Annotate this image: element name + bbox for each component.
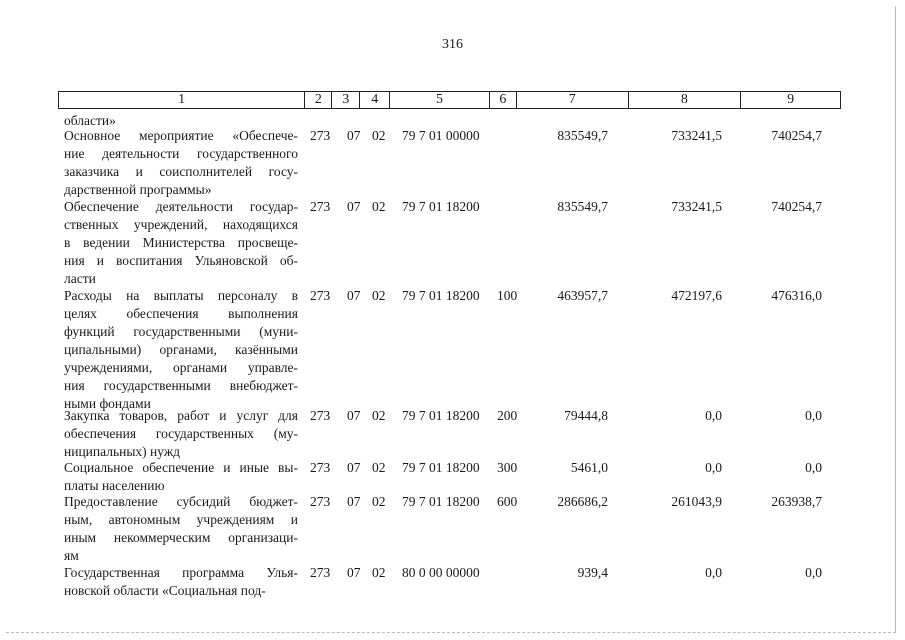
amount-col-9: 263938,7	[771, 494, 822, 509]
page-number: 316	[442, 37, 463, 52]
description-line: Государственная программа Улья-	[64, 565, 298, 580]
description-line: ния государственными внебюджет-	[64, 378, 298, 393]
amount-col-9: 0,0	[805, 565, 822, 580]
description-line: целях обеспечения выполнения	[64, 306, 298, 321]
admin-code: 273	[310, 565, 331, 580]
admin-code: 273	[310, 199, 331, 214]
description-line: Закупка товаров, работ и услуг для	[64, 408, 298, 423]
expense-type-code: 200	[497, 408, 518, 423]
row-description	[64, 287, 298, 413]
subsection-code: 02	[372, 494, 386, 509]
section-code: 07	[347, 128, 361, 143]
amount-col-9: 0,0	[805, 460, 822, 475]
target-article-code: 79 7 01 18200	[402, 460, 480, 475]
description-line: ным, автономным учреждениям и	[64, 512, 298, 527]
amount-col-7: 835549,7	[557, 128, 608, 143]
description-line: ние деятельности государственного	[64, 146, 298, 161]
target-article-code: 79 7 01 18200	[402, 408, 480, 423]
subsection-code: 02	[372, 128, 386, 143]
target-article-code: 80 0 00 00000	[402, 565, 480, 580]
header-col-4: 4	[360, 92, 390, 108]
description-line: заказчика и соисполнителей госу-	[64, 164, 298, 179]
description-line: иным некоммерческим организаци-	[64, 530, 298, 545]
amount-col-8: 0,0	[705, 460, 722, 475]
amount-col-8: 472197,6	[671, 288, 722, 303]
section-code: 07	[347, 288, 361, 303]
amount-col-8: 733241,5	[671, 199, 722, 214]
header-col-1: 1	[59, 92, 305, 108]
header-col-2: 2	[305, 92, 332, 108]
description-line: в ведении Министерства просвеще-	[64, 235, 298, 250]
header-col-8: 8	[629, 92, 742, 108]
description-line: функций государственными (муни-	[64, 324, 298, 339]
admin-code: 273	[310, 494, 331, 509]
description-line: учреждениями, органами управле-	[64, 360, 298, 375]
amount-col-7: 463957,7	[557, 288, 608, 303]
section-code: 07	[347, 494, 361, 509]
amount-col-9: 740254,7	[771, 128, 822, 143]
row-description	[64, 127, 298, 199]
target-article-code: 79 7 01 00000	[402, 128, 480, 143]
description-line: ципальными) органами, казёнными	[64, 342, 298, 357]
description-line: Основное мероприятие «Обеспече-	[64, 128, 298, 143]
target-article-code: 79 7 01 18200	[402, 199, 480, 214]
admin-code: 273	[310, 128, 331, 143]
amount-col-9: 740254,7	[771, 199, 822, 214]
description-line: платы населению	[64, 478, 165, 493]
description-line: ям	[64, 548, 79, 563]
section-code: 07	[347, 460, 361, 475]
table-header	[58, 91, 841, 109]
header-col-7: 7	[517, 92, 629, 108]
amount-col-8: 0,0	[705, 565, 722, 580]
expense-type-code: 300	[497, 460, 518, 475]
amount-col-8: 733241,5	[671, 128, 722, 143]
target-article-code: 79 7 01 18200	[402, 494, 480, 509]
description-line: ственных учреждений, находящихся	[64, 217, 298, 232]
amount-col-8: 0,0	[705, 408, 722, 423]
row-description	[64, 407, 298, 461]
section-code: 07	[347, 199, 361, 214]
target-article-code: 79 7 01 18200	[402, 288, 480, 303]
amount-col-9: 476316,0	[771, 288, 822, 303]
amount-col-8: 261043,9	[671, 494, 722, 509]
section-code: 07	[347, 565, 361, 580]
subsection-code: 02	[372, 408, 386, 423]
description-line: ния и воспитания Ульяновской об-	[64, 253, 298, 268]
description-line: дарственной программы»	[64, 182, 212, 197]
subsection-code: 02	[372, 460, 386, 475]
description-line: Расходы на выплаты персоналу в	[64, 288, 298, 303]
description-line: обеспечения государственных (му-	[64, 426, 298, 441]
section-code: 07	[347, 408, 361, 423]
description-line: новской области «Социальная под-	[64, 583, 266, 598]
subsection-code: 02	[372, 288, 386, 303]
amount-col-7: 5461,0	[570, 460, 608, 475]
amount-col-9: 0,0	[805, 408, 822, 423]
admin-code: 273	[310, 460, 331, 475]
admin-code: 273	[310, 288, 331, 303]
row-description	[64, 564, 298, 600]
amount-col-7: 79444,8	[564, 408, 608, 423]
description-line: ласти	[64, 271, 96, 286]
amount-col-7: 286686,2	[557, 494, 608, 509]
description-line: Обеспечение деятельности государ-	[64, 199, 298, 214]
amount-col-7: 939,4	[577, 565, 608, 580]
description-line: ными фондами	[64, 396, 151, 411]
header-col-6: 6	[490, 92, 517, 108]
header-col-3: 3	[332, 92, 360, 108]
row-description	[64, 459, 298, 495]
expense-type-code: 100	[497, 288, 518, 303]
continuation-text: области»	[64, 113, 116, 128]
header-col-9: 9	[787, 92, 795, 107]
subsection-code: 02	[372, 565, 386, 580]
admin-code: 273	[310, 408, 331, 423]
row-description	[64, 493, 298, 565]
description-line: Предоставление субсидий бюджет-	[64, 494, 298, 509]
header-col-5: 5	[390, 92, 490, 108]
description-line: ниципальных) нужд	[64, 444, 181, 459]
description-line: Социальное обеспечение и иные вы-	[64, 460, 298, 475]
expense-type-code: 600	[497, 494, 518, 509]
amount-col-7: 835549,7	[557, 199, 608, 214]
subsection-code: 02	[372, 199, 386, 214]
row-description	[64, 198, 298, 288]
